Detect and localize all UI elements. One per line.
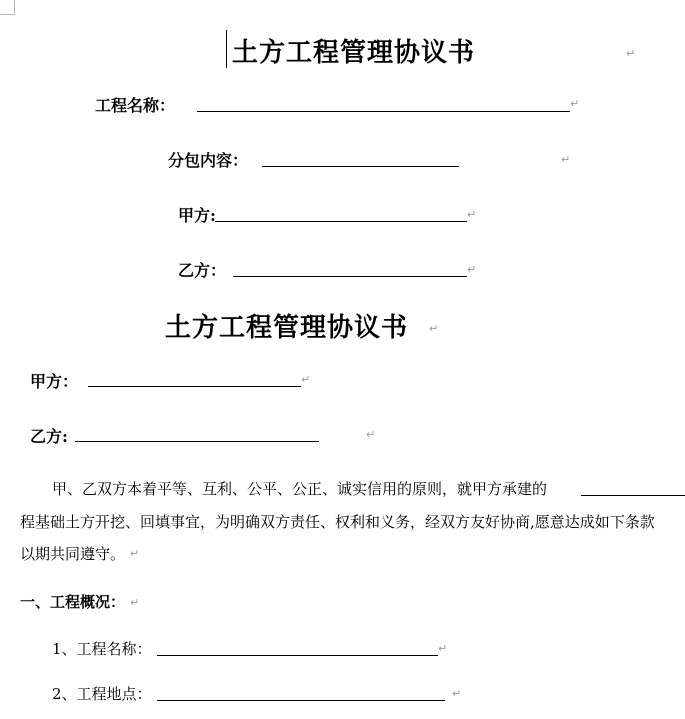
project-name-field[interactable] [197, 111, 570, 112]
paragraph-mark: ↵ [467, 208, 477, 221]
paragraph-mark: ↵ [467, 263, 477, 276]
cover-party-b-label: 乙方： [178, 261, 227, 280]
cover-title: 土方工程管理协议书 [232, 38, 476, 68]
intro-line-1: 甲、乙双方本着平等、互利、公平、公正、诚实信用的原则，就甲方承建的 [52, 480, 548, 498]
project-name-label: 工程名称： [95, 96, 176, 115]
item-1-field[interactable] [157, 655, 438, 656]
cover-party-b-field[interactable] [233, 276, 467, 277]
party-b-label: 乙方: [30, 427, 68, 446]
paragraph-mark: ↵ [626, 47, 636, 60]
page-corner-marker [0, 0, 15, 15]
item-1-label: 1、工程名称： [52, 640, 152, 658]
item-2-label: 2、工程地点： [52, 685, 152, 703]
subcontract-label: 分包内容： [168, 151, 249, 170]
subcontract-field[interactable] [262, 166, 459, 167]
section-1-heading: 一、工程概况： [20, 593, 126, 611]
cover-party-a-label: 甲方: [178, 206, 216, 225]
paragraph-mark: ↵ [570, 97, 580, 110]
paragraph-mark: ↵ [366, 428, 376, 441]
item-2-field[interactable] [157, 700, 445, 701]
paragraph-mark: ↵ [438, 642, 448, 655]
agreement-title: 土方工程管理协议书 [165, 313, 409, 343]
intro-line-2: 程基础土方开挖、回填事宜，为明确双方责任、权利和义务，经双方友好协商,愿意达成如下条款 [20, 513, 655, 531]
text-cursor [226, 30, 227, 68]
party-b-field[interactable] [75, 441, 319, 442]
paragraph-mark: ↵ [452, 687, 462, 700]
party-a-field[interactable] [88, 386, 301, 387]
intro-line-3: 以期共同遵守。 [20, 545, 126, 563]
paragraph-mark: ↵ [301, 373, 311, 386]
paragraph-mark: ↵ [130, 547, 140, 560]
paragraph-mark: ↵ [561, 153, 571, 166]
paragraph-mark: ↵ [130, 596, 140, 609]
cover-party-a-field[interactable] [215, 221, 467, 222]
paragraph-mark: ↵ [429, 322, 439, 335]
contractor-project-field[interactable] [581, 495, 685, 496]
party-a-label: 甲方： [30, 372, 79, 391]
